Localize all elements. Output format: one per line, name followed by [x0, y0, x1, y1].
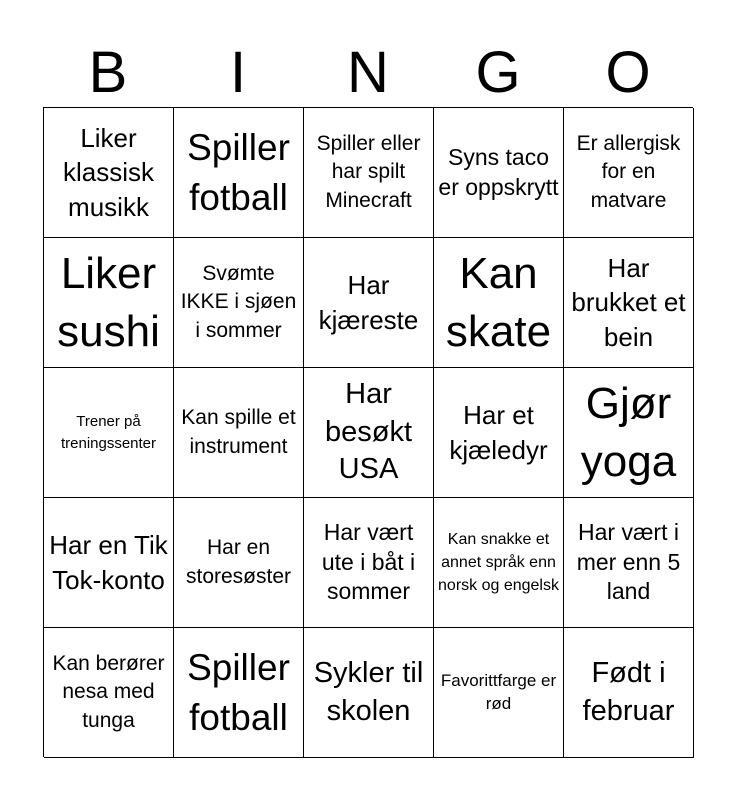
bingo-cell[interactable] — [434, 368, 564, 498]
header-letter-i: I — [229, 40, 247, 105]
cell-text: Svømte IKKE i sjøen i sommer — [180, 261, 297, 342]
cell-text: Gjør yoga — [580, 379, 677, 486]
bingo-cell[interactable] — [434, 628, 564, 758]
bingo-cell[interactable] — [304, 628, 434, 758]
cell-text: Trener på treningssenter — [60, 412, 157, 452]
bingo-cell[interactable] — [174, 368, 304, 498]
cell-text: Spiller eller har spilt Minecraft — [316, 131, 421, 212]
cell-text: Har vært i mer enn 5 land — [576, 518, 681, 605]
cell-text: Kan snakke et annet språk enn norsk og engelsk — [438, 530, 559, 595]
bingo-cell[interactable] — [174, 108, 304, 238]
header-letter-o: O — [605, 40, 651, 105]
bingo-cell[interactable] — [44, 108, 174, 238]
cell-text: Kan berører nesa med tunga — [52, 651, 165, 732]
bingo-cell[interactable] — [174, 628, 304, 758]
cell-text: Liker klassisk musikk — [62, 123, 154, 222]
cell-text: Liker sushi — [57, 249, 160, 356]
bingo-cell[interactable] — [564, 108, 694, 238]
bingo-cell[interactable] — [304, 108, 434, 238]
bingo-cell[interactable] — [44, 498, 174, 628]
bingo-cell[interactable] — [304, 238, 434, 368]
bingo-cell[interactable] — [304, 368, 434, 498]
cell-text: Kan spille et instrument — [181, 406, 296, 458]
cell-text: Spiller fotball — [187, 647, 290, 738]
cell-text: Syns taco er oppskrytt — [438, 143, 559, 200]
cell-text: Har brukket et bein — [571, 253, 686, 352]
cell-text: Har vært ute i båt i sommer — [321, 518, 416, 605]
bingo-cell[interactable] — [174, 498, 304, 628]
bingo-cell[interactable] — [434, 498, 564, 628]
bingo-cell[interactable] — [174, 238, 304, 368]
bingo-cell[interactable] — [564, 368, 694, 498]
bingo-cell[interactable] — [44, 628, 174, 758]
bingo-cell[interactable] — [434, 238, 564, 368]
cell-text: Sykler til skolen — [313, 656, 424, 727]
bingo-grid — [43, 107, 693, 757]
header-letter-g: G — [475, 40, 521, 105]
cell-text: Spiller fotball — [187, 127, 290, 218]
cell-text: Har kjæreste — [318, 270, 419, 335]
cell-text: Har et kjæledyr — [449, 400, 548, 465]
cell-text: Favorittfarge er rød — [440, 670, 557, 713]
bingo-cell[interactable] — [564, 498, 694, 628]
cell-text: Er allergisk for en matvare — [576, 131, 681, 212]
bingo-cell[interactable] — [564, 238, 694, 368]
header-letter-n: N — [347, 40, 389, 105]
bingo-cell[interactable] — [434, 108, 564, 238]
header-letter-b: B — [88, 40, 128, 105]
bingo-header — [43, 38, 693, 108]
cell-text: Født i februar — [582, 656, 675, 727]
cell-text: Kan skate — [445, 249, 552, 356]
cell-text: Har en storesøster — [185, 536, 292, 588]
bingo-cell[interactable] — [564, 628, 694, 758]
bingo-cell[interactable] — [304, 498, 434, 628]
bingo-cell[interactable] — [44, 368, 174, 498]
bingo-cell[interactable] — [44, 238, 174, 368]
cell-text: Har en Tik Tok-konto — [49, 530, 168, 595]
cell-text: Har besøkt USA — [324, 377, 413, 486]
